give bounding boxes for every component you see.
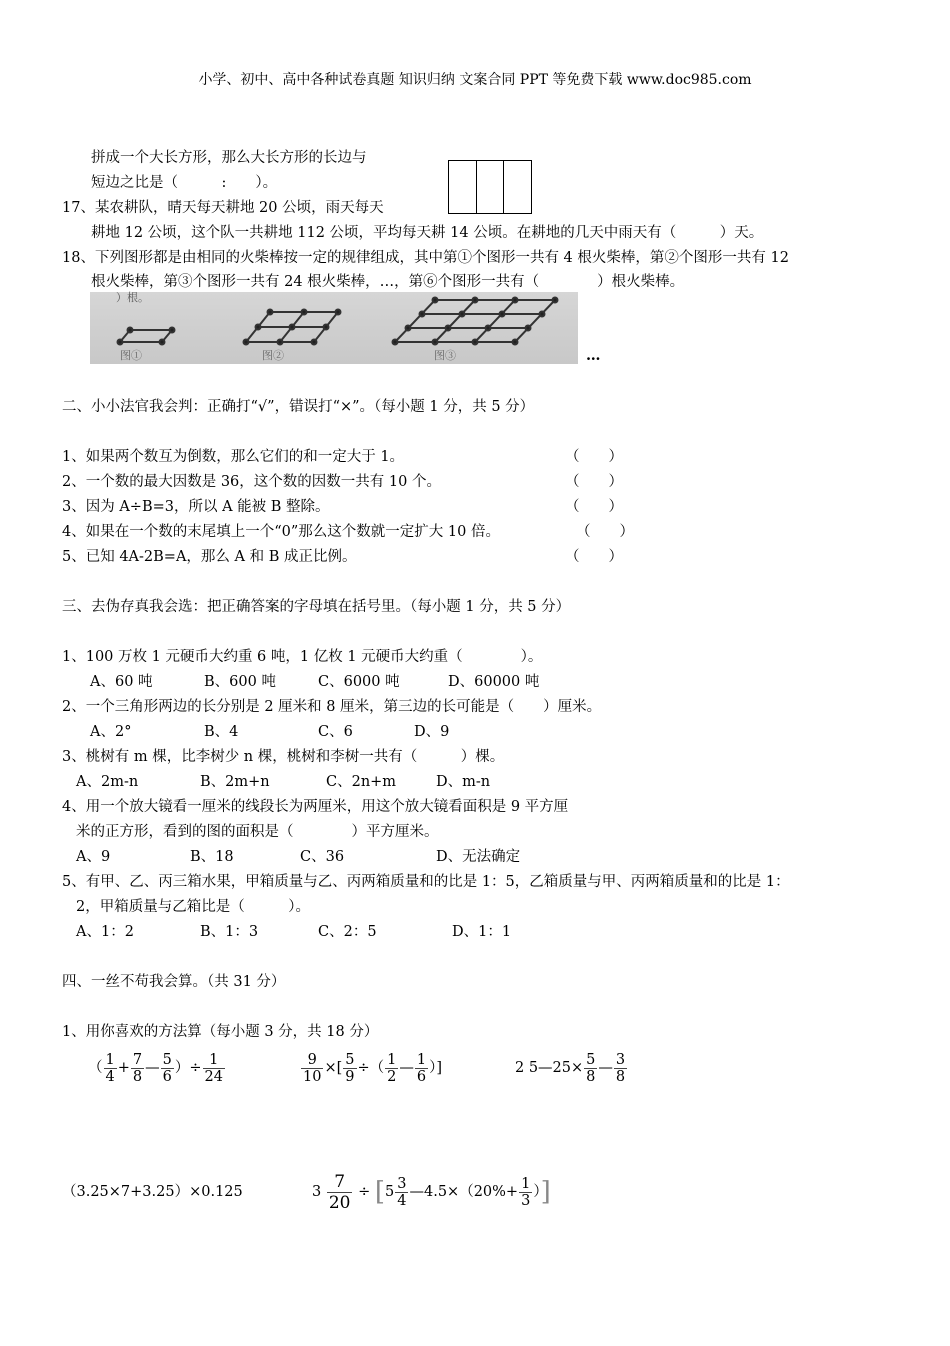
choice-q5-line2: 2，甲箱质量与乙箱比是（ ）。 [76, 899, 310, 915]
choice-q4-line1: 4、用一个放大镜看一厘米的线段长为两厘米，用这个放大镜看面积是 9 平方厘 [62, 799, 569, 815]
choice-q3: 3、桃树有 m 棵，比李树少 n 棵，桃树和李树一共有（ ）棵。 [62, 749, 505, 765]
matchstick-svg [90, 292, 578, 364]
three-rectangles-figure [448, 160, 532, 214]
q17-line2: 耕地 12 公顷，这个队一共耕地 112 公顷，平均每天耕 14 公顷。在耕地的几天中雨天有（ ）天。 [91, 225, 764, 241]
fig3-label: 图③ [434, 349, 456, 362]
q5-option-a[interactable]: A、1：2 [76, 924, 134, 940]
expression-5: 3 $\frac{7}{20}$ ÷ [5 $\frac{3}{4}$ —4.5×（20%+ $\frac{1}{3}$ ）] [312, 1171, 551, 1213]
q2-option-c[interactable]: C、6 [318, 724, 353, 740]
judge-item-5: 5、已知 4A-2B=A，那么 A 和 B 成正比例。 [62, 549, 357, 565]
expression-3: 2 5—25× $\frac{5}{8}$ — $\frac{3}{8}$ [515, 1051, 626, 1085]
judge-paren-1[interactable]: （ ） [565, 449, 623, 465]
judge-item-2: 2、一个数的最大因数是 36，这个数的因数一共有 10 个。 [62, 474, 441, 490]
q4-option-c[interactable]: C、36 [300, 849, 345, 865]
choice-q4-line2: 米的正方形，看到的图的面积是（ ）平方厘米。 [76, 824, 439, 840]
choice-q1: 1、100 万枚 1 元硬币大约重 6 吨，1 亿枚 1 元硬币大约重（ ）。 [62, 649, 543, 665]
choice-q2: 2、一个三角形两边的长分别是 2 厘米和 8 厘米，第三边的长可能是（ ）厘米。 [62, 699, 602, 715]
expression-1: （ $\frac{1}{4}$ + $\frac{7}{8}$ — $\frac{5}{6}$ ）÷ $\frac{1}{24}$ [88, 1051, 223, 1085]
q3-option-d[interactable]: D、m-n [436, 774, 491, 790]
judge-paren-5[interactable]: （ ） [565, 549, 623, 565]
q5-option-b[interactable]: B、1：3 [200, 924, 259, 940]
q16-line1: 拼成一个大长方形，那么大长方形的长边与 [91, 150, 367, 166]
q18-line1: 18、下列图形都是由相同的火柴棒按一定的规律组成，其中第①个图形一共有 4 根火柴棒，第②个图形一共有 12 [62, 250, 789, 266]
q1-option-b[interactable]: B、600 吨 [204, 674, 276, 690]
fig1-label: 图① [120, 349, 142, 362]
judge-paren-3[interactable]: （ ） [565, 499, 623, 515]
image-top-text: ）根。 [116, 291, 149, 304]
section4-title: 四、一丝不苟我会算。（共 31 分） [62, 974, 286, 990]
choice-q5-line1: 5、有甲、乙、丙三箱水果，甲箱质量与乙、丙两箱质量和的比是 1：5，乙箱质量与甲、丙两箱质量和的比是 1： [62, 874, 790, 890]
section4-sub: 1、用你喜欢的方法算（每小题 3 分，共 18 分） [62, 1024, 379, 1040]
expression-4: （3.25×7+3.25）×0.125 [62, 1184, 243, 1200]
q2-option-a[interactable]: A、2° [90, 724, 132, 740]
q3-option-b[interactable]: B、2m+n [200, 774, 270, 790]
judge-item-3: 3、因为 A÷B=3，所以 A 能被 B 整除。 [62, 499, 330, 515]
judge-item-4: 4、如果在一个数的末尾填上一个“0”那么这个数就一定扩大 10 倍。 [62, 524, 500, 540]
q2-option-b[interactable]: B、4 [204, 724, 239, 740]
q4-option-d[interactable]: D、无法确定 [436, 849, 521, 865]
fig2-label: 图② [262, 349, 284, 362]
q3-option-a[interactable]: A、2m-n [76, 774, 139, 790]
q1-option-c[interactable]: C、6000 吨 [318, 674, 400, 690]
section2-title: 二、小小法官我会判：正确打“√”，错误打“×”。（每小题 1 分，共 5 分） [62, 399, 535, 415]
q1-option-a[interactable]: A、60 吨 [90, 674, 153, 690]
q18-line2: 根火柴棒，第③个图形一共有 24 根火柴棒，…，第⑥个图形一共有（ ）根火柴棒。 [91, 274, 685, 290]
expression-2: $\frac{9}{10}$ ×[ $\frac{5}{9}$ ÷（ $\frac{1}{2}$ — $\frac{1}{6}$ ）] [303, 1051, 443, 1085]
figures-ellipsis: … [586, 347, 601, 364]
judge-paren-4[interactable]: （ ） [576, 524, 634, 540]
q4-option-b[interactable]: B、18 [190, 849, 234, 865]
q2-option-d[interactable]: D、9 [414, 724, 450, 740]
matchstick-figures-image [90, 292, 578, 364]
q3-option-c[interactable]: C、2n+m [326, 774, 397, 790]
section3-title: 三、去伪存真我会选：把正确答案的字母填在括号里。（每小题 1 分，共 5 分） [62, 599, 571, 615]
page-header: 小学、初中、高中各种试卷真题 知识归纳 文案合同 PPT 等免费下载 www.doc985.com [198, 72, 752, 88]
q17-line1: 17、某农耕队，晴天每天耕地 20 公顷，雨天每天 [62, 200, 384, 216]
q1-option-d[interactable]: D、60000 吨 [448, 674, 540, 690]
q16-line2: 短边之比是（ : ）。 [91, 175, 278, 191]
q5-option-d[interactable]: D、1：1 [452, 924, 512, 940]
judge-paren-2[interactable]: （ ） [565, 474, 623, 490]
judge-item-1: 1、如果两个数互为倒数，那么它们的和一定大于 1。 [62, 449, 405, 465]
q5-option-c[interactable]: C、2：5 [318, 924, 377, 940]
q4-option-a[interactable]: A、9 [76, 849, 111, 865]
